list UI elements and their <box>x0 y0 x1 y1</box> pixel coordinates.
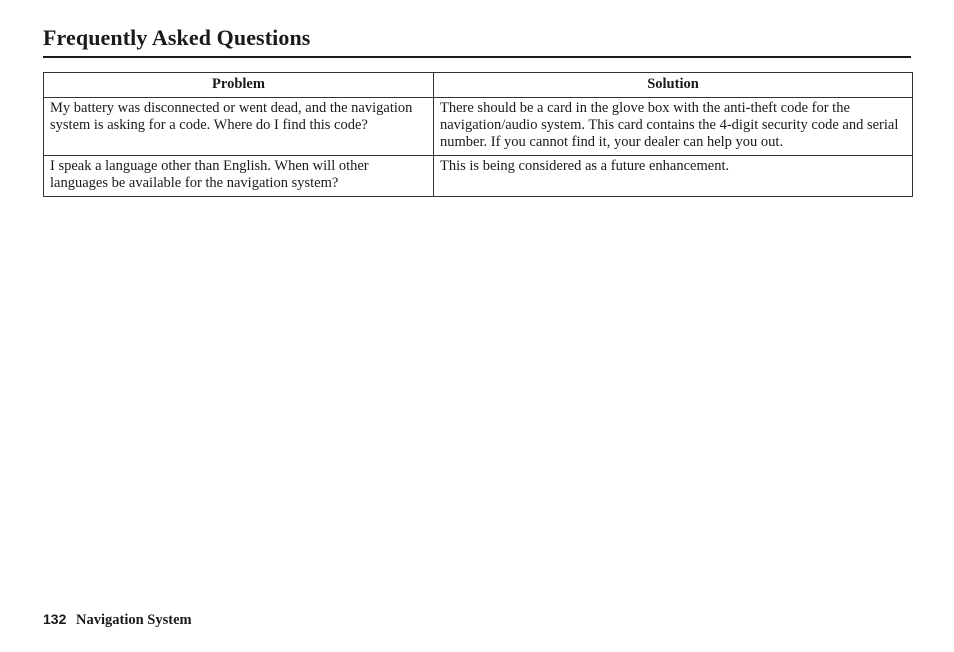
column-header-problem: Problem <box>44 73 434 98</box>
page-title: Frequently Asked Questions <box>43 25 311 50</box>
column-header-solution: Solution <box>434 73 913 98</box>
faq-table <box>43 72 913 197</box>
problem-cell: I speak a language other than English. When will other languages be available for the navigation system? <box>44 156 434 197</box>
solution-cell: This is being considered as a future enhancement. <box>434 156 913 197</box>
page-footer <box>43 610 192 629</box>
table-row <box>44 156 913 197</box>
table-row <box>44 98 913 156</box>
solution-cell: There should be a card in the glove box with the anti-theft code for the navigation/audio system. This card contains the 4-digit security code and serial number. If you cannot find it, your dealer can help you out. <box>434 98 913 156</box>
footer-section-label: Navigation System <box>75 612 192 628</box>
problem-cell: My battery was disconnected or went dead, and the navigation system is asking for a code. Where do I find this code? <box>44 98 434 156</box>
page-number: 132 <box>43 611 67 627</box>
title-divider <box>43 56 911 58</box>
table-header-row <box>44 73 913 98</box>
